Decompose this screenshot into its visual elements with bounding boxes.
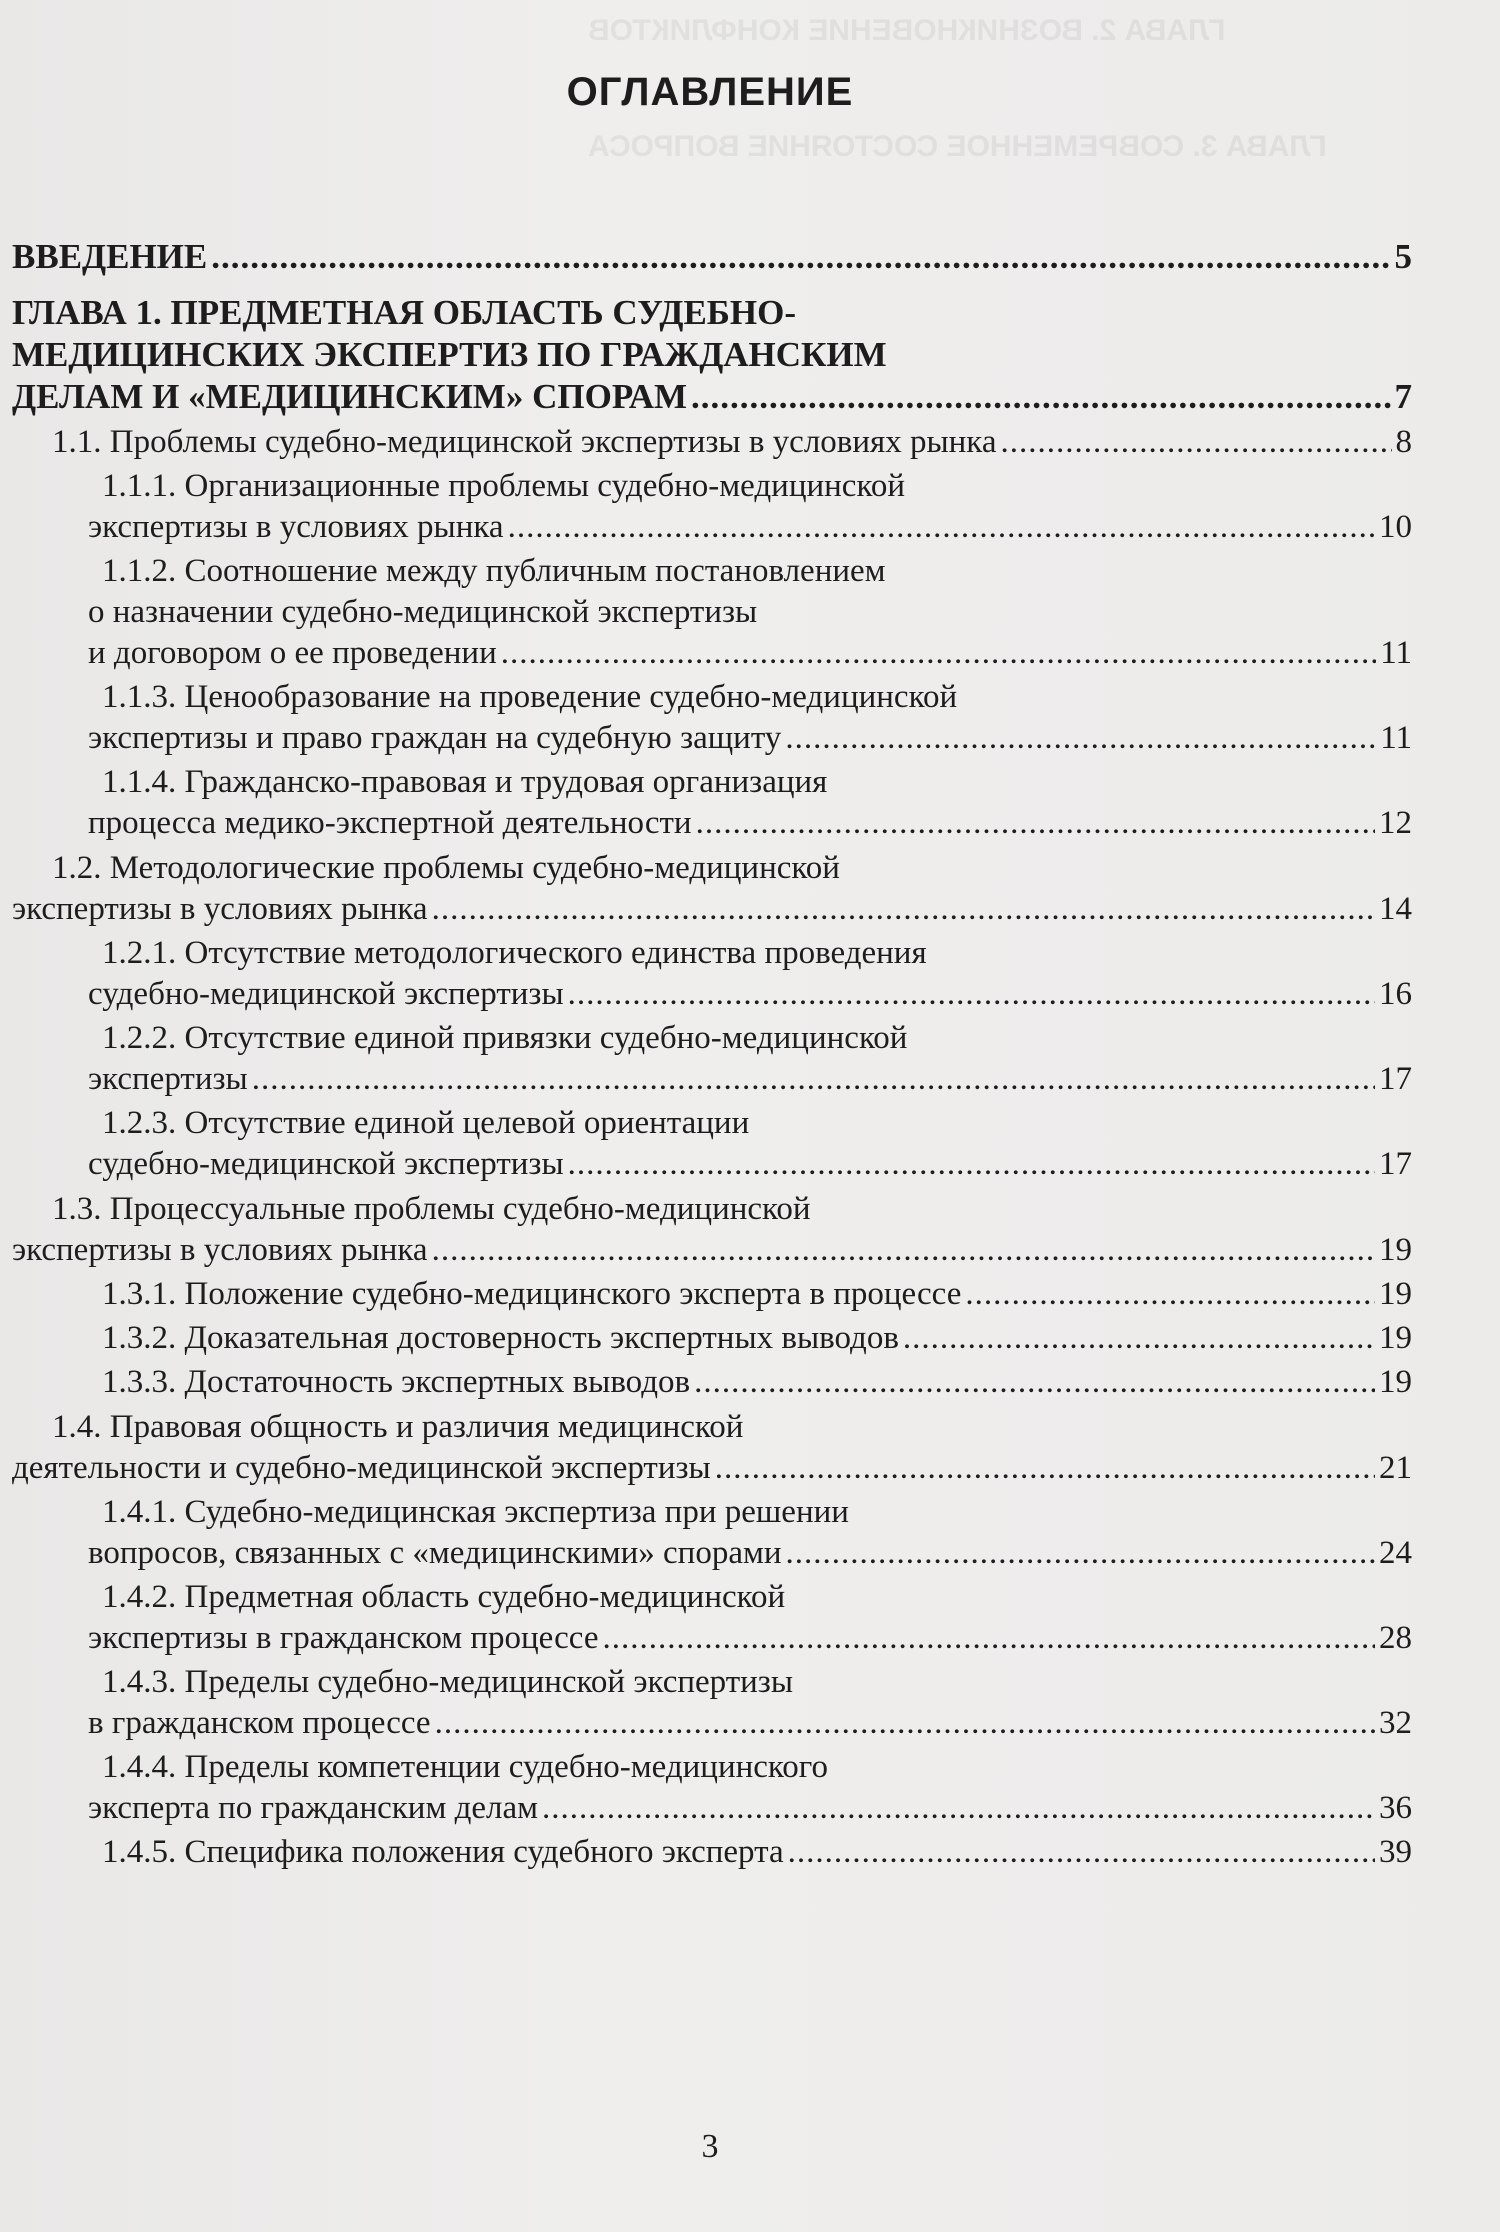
dot-leader [211,236,1390,278]
dot-leader [788,1832,1375,1873]
toc-page-number: 28 [1379,1620,1412,1656]
toc-entry[interactable] [12,1274,1412,1315]
dot-leader [786,1533,1375,1574]
toc-heading: ОГЛАВЛЕНИЕ [566,70,854,114]
toc-entry-line: экспертизы в условиях рынка [88,509,504,545]
toc-entry-line: МЕДИЦИНСКИХ ЭКСПЕРТИЗ ПО ГРАЖДАНСКИМ [12,335,887,374]
toc-entry-line: вопросов, связанных с «медицинскими» спорами [88,1535,782,1571]
toc-entry-line: 1.1. Проблемы судебно-медицинской экспертизы в условиях рынка [52,424,997,460]
toc-entry-line: экспертизы в условиях рынка [12,891,428,927]
toc-page-number: 10 [1379,509,1412,545]
toc-entry[interactable] [12,1362,1412,1403]
dot-leader [432,1230,1375,1271]
dot-leader [1000,422,1391,463]
toc-entry[interactable] [12,933,1412,1015]
dot-leader [715,1448,1375,1489]
toc-entry[interactable] [12,422,1412,463]
toc-entry[interactable] [12,466,1412,548]
toc-page-number: 24 [1379,1535,1412,1571]
toc-entry-line: экспертизы [88,1061,248,1097]
toc-page-number: 17 [1379,1146,1412,1182]
toc-page-number: 11 [1380,720,1412,756]
toc-entry-line: эксперта по гражданским делам [88,1790,539,1826]
toc-entry-line: в гражданском процессе [88,1705,431,1741]
toc-entry-line: 1.4.3. Пределы судебно-медицинской экспертизы [102,1664,794,1700]
toc-entry[interactable] [12,1318,1412,1359]
toc-entry[interactable] [12,1407,1412,1489]
toc-entry[interactable] [12,1103,1412,1185]
toc-page-number: 32 [1379,1705,1412,1741]
toc-entry-line: 1.3.1. Положение судебно-медицинского эксперта в процессе [102,1276,962,1312]
dot-leader [694,1362,1375,1403]
dot-leader [501,633,1376,674]
bleed-through-text: ГЛАВА 3. СОВРЕМЕННОЕ СОСТОЯНИЕ ВОПРОСА [588,130,1327,163]
toc-entry[interactable] [12,762,1412,844]
dot-leader [252,1059,1375,1100]
toc-entry[interactable] [12,236,1412,278]
toc-page-number: 17 [1379,1061,1412,1097]
toc-entry-line: 1.4.4. Пределы компетенции судебно-медицинского [102,1749,828,1785]
toc-page-number: 19 [1379,1364,1412,1400]
toc-page-number: 7 [1394,377,1412,416]
dot-leader [691,376,1390,418]
toc-entry-line: 1.4.5. Специфика положения судебного эксперта [102,1834,784,1870]
toc-entry-line: 1.2.3. Отсутствие единой целевой ориентации [102,1105,750,1141]
toc-entry-line: экспертизы в гражданском процессе [88,1620,599,1656]
dot-leader [903,1318,1375,1359]
toc-entry-line: экспертизы и право граждан на судебную защиту [88,720,782,756]
toc-entry[interactable] [12,551,1412,674]
toc-entry[interactable] [12,1189,1412,1271]
dot-leader [432,889,1375,930]
toc-entry-line: 1.1.4. Гражданско-правовая и трудовая организация [102,764,828,800]
toc-entry-line: 1.1.2. Соотношение между публичным постановлением [102,553,886,589]
dot-leader [965,1274,1375,1315]
toc-entry-line: ДЕЛАМ И «МЕДИЦИНСКИМ» СПОРАМ [12,377,688,416]
table-of-contents [12,236,1412,1873]
dot-leader [603,1618,1376,1659]
page-number: 3 [701,2128,719,2165]
toc-page-number: 8 [1395,424,1412,460]
dot-leader [785,718,1376,759]
toc-entry[interactable] [12,1747,1412,1829]
toc-page-number: 11 [1380,635,1412,671]
toc-entry-line: 1.3. Процессуальные проблемы судебно-медицинской [52,1191,811,1227]
dot-leader [568,974,1375,1015]
dot-leader [542,1788,1375,1829]
toc-entry[interactable] [12,1492,1412,1574]
toc-entry[interactable] [12,292,1412,418]
toc-entry-line: и договором о ее проведении [88,635,497,671]
dot-leader [508,507,1375,548]
dot-leader [696,803,1375,844]
toc-entry-line: 1.1.1. Организационные проблемы судебно-медицинской [102,468,905,504]
toc-page-number: 19 [1379,1276,1412,1312]
toc-page-number: 19 [1379,1320,1412,1356]
toc-entry-line: 1.2.2. Отсутствие единой привязки судебно-медицинской [102,1020,908,1056]
toc-entry-line: 1.4.1. Судебно-медицинская экспертиза при решении [102,1494,849,1530]
toc-entry[interactable] [12,1577,1412,1659]
toc-entry-line: ВВЕДЕНИЕ [12,237,208,276]
toc-page-number: 39 [1379,1834,1412,1870]
toc-entry-line: судебно-медицинской экспертизы [88,1146,564,1182]
toc-entry-line: 1.4.2. Предметная область судебно-медицинской [102,1579,786,1615]
dot-leader [435,1703,1375,1744]
dot-leader [568,1144,1375,1185]
toc-entry-line: экспертизы в условиях рынка [12,1232,428,1268]
toc-entry-line: 1.3.3. Достаточность экспертных выводов [102,1364,691,1400]
toc-entry[interactable] [12,677,1412,759]
toc-page-number: 21 [1379,1450,1412,1486]
toc-entry[interactable] [12,1662,1412,1744]
toc-entry-line: процесса медико-экспертной деятельности [88,805,692,841]
toc-entry-line: 1.2. Методологические проблемы судебно-медицинской [52,850,840,886]
bleed-through-text: ГЛАВА 2. ВОЗНИКНОВЕНИЕ КОНФЛИКТОВ [588,14,1226,47]
toc-page-number: 19 [1379,1232,1412,1268]
toc-entry-line: о назначении судебно-медицинской экспертизы [88,594,758,630]
toc-page-number: 36 [1379,1790,1412,1826]
toc-entry-line: 1.3.2. Доказательная достоверность экспертных выводов [102,1320,899,1356]
toc-entry-line: судебно-медицинской экспертизы [88,976,564,1012]
toc-entry-line: 1.2.1. Отсутствие методологического единства проведения [102,935,927,971]
toc-page-number: 14 [1379,891,1412,927]
toc-page-number: 5 [1394,237,1412,276]
toc-entry-line: ГЛАВА 1. ПРЕДМЕТНАЯ ОБЛАСТЬ СУДЕБНО- [12,293,797,332]
toc-entry[interactable] [12,848,1412,930]
toc-page-number: 12 [1379,805,1412,841]
toc-page-number: 16 [1379,976,1412,1012]
toc-entry-line: деятельности и судебно-медицинской экспертизы [12,1450,711,1486]
toc-entry[interactable] [12,1832,1412,1873]
toc-entry-line: 1.1.3. Ценообразование на проведение судебно-медицинской [102,679,958,715]
toc-entry-line: 1.4. Правовая общность и различия медицинской [52,1409,744,1445]
toc-entry[interactable] [12,1018,1412,1100]
